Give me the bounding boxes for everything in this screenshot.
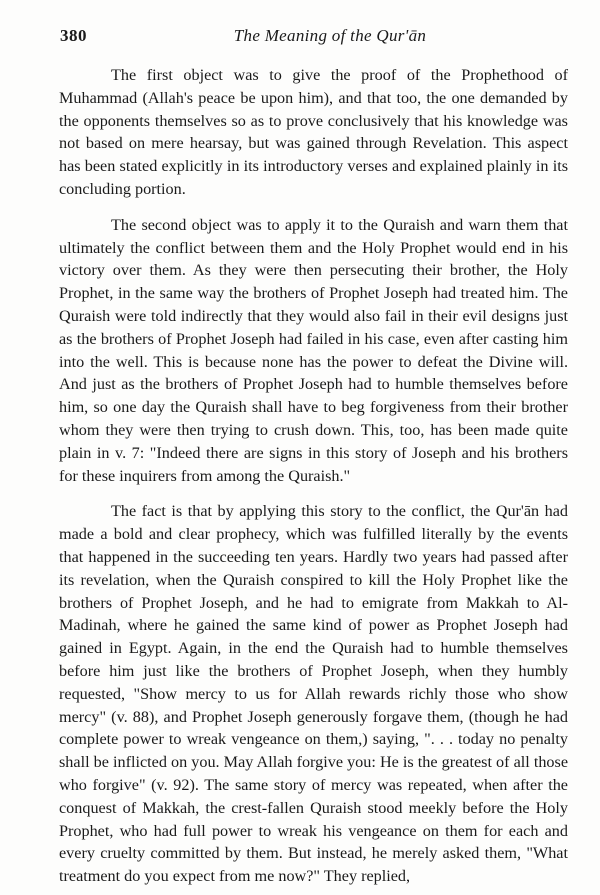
paragraph-prophecy: The fact is that by applying this story to the conflict, the Qur'ān had made a bold and clear prophecy, which was fulfilled literally by the events that happened in the succeeding ten years. Hardly two years had passed after its revelation, when the Quraish conspired to kill the Holy Prophet like the brothers of Prophet Joseph, and he had to emigrate from Makkah to Al-Madinah, where he gained the same kind of power as Prophet Joseph had gained in Egypt. Again, in the end the Quraish had to humble themselves before him just like the brothers of Prophet Joseph, when they humbly requested, "Show mercy to us for Allah rewards richly those who show mercy" (v. 88), and Prophet Joseph generously forgave them, (though he had complete power to wreak vengeance on them,) saying, ". . . today no penalty shall be inflicted on you. May Allah forgive you: He is the greatest of all those who forgive" (v. 92). The same story of mercy was repeated, when after the conquest of Makkah, the crest-fallen Quraish stood meekly before the Holy Prophet, who had full power to wreak his vengeance on them for each and every cruelty committed by them. But instead, he merely asked them, "What treatment do you expect from me now?" They replied, bbox=[59, 502, 568, 886]
running-title: The Meaning of the Qur'ān bbox=[233, 26, 427, 45]
page-number: 380 bbox=[60, 26, 87, 45]
page-body bbox=[59, 64, 568, 888]
page-header bbox=[60, 26, 570, 50]
paragraph-first-object: The first object was to give the proof of the Prophethood of Muhammad (Allah's peace be upon him), and that too, the one demanded by the opponents themselves so as to prove conclusively that his knowledge was not based on mere hearsay, but was gained through Revelation. This aspect has been stated explicitly in its introductory verses and explained plainly in its concluding portion. bbox=[59, 66, 568, 198]
paragraph-second-object: The second object was to apply it to the Quraish and warn them that ultimately the conflict between them and the Holy Prophet would end in his victory over them. As they were then persecuting their brother, the Holy Prophet, in the same way the brothers of Prophet Joseph had treated him. The Quraish were told indirectly that they would also fail in their evil designs just as the brothers of Prophet Joseph had failed in his case, even after casting him into the well. This is because none has the power to defeat the Divine will. And just as the brothers of Prophet Joseph had to humble themselves before him, so one day the Quraish shall have to beg forgiveness from their brother whom they were then trying to crush down. This, too, has been made quite plain in v. 7: "Indeed there are signs in this story of Joseph and his brothers for these inquirers from among the Quraish." bbox=[59, 215, 568, 485]
